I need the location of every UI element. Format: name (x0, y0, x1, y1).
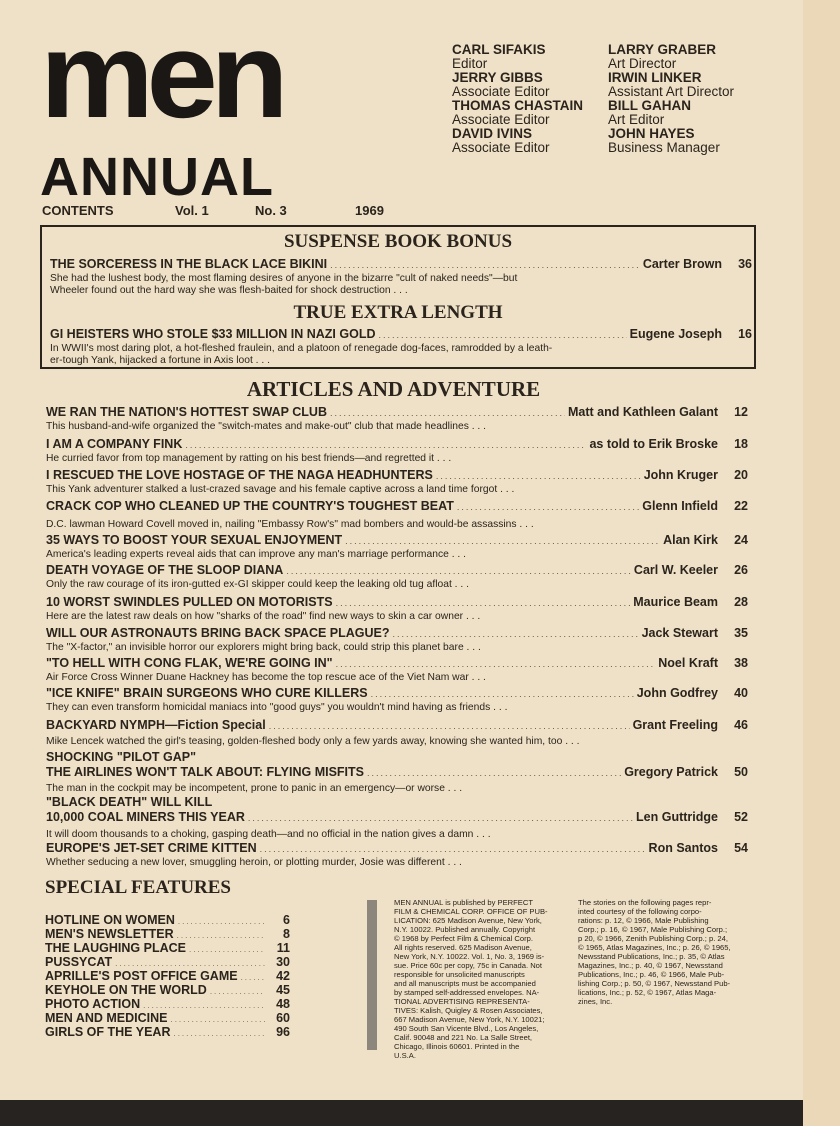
staff-entry (452, 71, 622, 99)
entry-title-pre: "BLACK DEATH" WILL KILL (46, 795, 213, 809)
staff-name: CARL SIFAKIS (452, 42, 546, 57)
fine-print-line: p 20, © 1966, Zenith Publishing Corp.; p. 24, (578, 934, 728, 943)
fine-print-line: lishing Corp.; p. 50, © 1967, Newsstand Pub- (578, 979, 731, 988)
article-entry (46, 686, 748, 714)
staff-name: JOHN HAYES (608, 126, 695, 141)
entry-description: America's leading experts reveal aids that can improve any man's marriage performance . . . (46, 549, 467, 560)
staff-list-right (608, 43, 778, 155)
entry-description: She had the lushest body, the most flaming desires of anyone in the bizarre "cult of naked needs"—but (50, 273, 518, 284)
fine-print-line: 490 South San Vicente Blvd., Los Angeles, (394, 1024, 539, 1033)
feature-entry (45, 1025, 290, 1041)
feature-title: PHOTO ACTION (45, 997, 141, 1011)
entry-title: WILL OUR ASTRONAUTS BRING BACK SPACE PLAGUE? (46, 626, 390, 640)
fine-print-line: Magazines, Inc.; p. 40, © 1967, Newsstand (578, 961, 723, 970)
article-entry (46, 533, 748, 561)
feature-title: APRILLE'S POST OFFICE GAME (45, 969, 238, 983)
entry-description: This husband-and-wife organized the "switch-mates and make-out" club that made headlines . . . (46, 421, 487, 432)
entry-description: In WWII's most daring plot, a hot-fleshed fraulein, and a platoon of renegade dog-faces, ramrodded by a leath- (50, 343, 553, 354)
fine-print-line: TIVES: Kalish, Quigley & Rosen Associates, (394, 1006, 543, 1015)
entry-page: 50 (734, 765, 748, 779)
fine-print-line: Newsstand Publications, Inc.; p. 35, © Atlas (578, 952, 725, 961)
staff-name: JERRY GIBBS (452, 70, 543, 85)
entry-title: 10,000 COAL MINERS THIS YEAR (46, 810, 245, 824)
feature-page: 11 (276, 941, 290, 955)
dot-leader (260, 842, 646, 857)
entry-page: 35 (734, 626, 748, 640)
entry-page: 20 (734, 468, 748, 482)
entry-author: Gregory Patrick (624, 765, 718, 779)
dot-leader (185, 438, 586, 453)
entry-author: Maurice Beam (633, 595, 718, 609)
entry-description: Here are the latest raw deals on how "sharks of the road" find new ways to skin a car owner . . . (46, 611, 481, 622)
article-entry-europe (46, 841, 748, 869)
entry-description: D.C. lawman Howard Covell moved in, nailing "Embassy Row's" mad bombers and would-be assassins . . . (46, 519, 534, 530)
entry-author: Carl W. Keeler (633, 563, 718, 577)
dot-leader (269, 719, 630, 734)
section-heading-special: SPECIAL FEATURES (45, 877, 232, 898)
fine-print-line: rations: p. 12, © 1966, Male Publishing (578, 916, 709, 925)
publication-info (394, 898, 564, 1060)
feature-page: 48 (276, 997, 290, 1011)
fine-print-line: inted courtesy of the following corpo- (578, 907, 702, 916)
section-heading-extra: TRUE EXTRA LENGTH (293, 302, 503, 323)
entry-page: 46 (734, 718, 748, 732)
article-entry (46, 626, 748, 654)
dot-leader (330, 258, 640, 273)
entry-title: I RESCUED THE LOVE HOSTAGE OF THE NAGA HEADHUNTERS (46, 468, 433, 482)
staff-entry (608, 99, 778, 127)
entry-title: THE AIRLINES WON'T TALK ABOUT: FLYING MISFITS (46, 765, 365, 779)
fine-print-line: MEN ANNUAL is published by PERFECT (394, 898, 533, 907)
feature-title: GIRLS OF THE YEAR (45, 1025, 171, 1039)
article-entry (46, 718, 748, 748)
staff-role: Business Manager (608, 140, 720, 155)
staff-entry (608, 43, 778, 71)
entry-author: Jack Stewart (641, 626, 718, 640)
feature-page: 8 (283, 927, 290, 941)
entry-author: as told to Erik Broske (589, 437, 718, 451)
entry-page: 22 (734, 499, 748, 513)
fine-print-line: and all manuscripts must be accompanied (394, 979, 536, 988)
staff-role: Associate Editor (452, 84, 550, 99)
entry-page: 40 (734, 686, 748, 700)
staff-role: Associate Editor (452, 140, 550, 155)
feature-page: 42 (276, 969, 290, 983)
entry-title: "TO HELL WITH CONG FLAK, WE'RE GOING IN" (46, 656, 333, 670)
entry-page: 18 (734, 437, 748, 451)
staff-role: Editor (452, 56, 488, 71)
page-edge (803, 0, 840, 1126)
dot-leader (286, 564, 631, 579)
entry-page: 12 (734, 405, 748, 419)
staff-entry (608, 127, 778, 155)
background-edge (0, 1100, 803, 1126)
entry-author: John Godfrey (636, 686, 718, 700)
staff-role: Art Director (608, 56, 677, 71)
entry-description: This Yank adventurer stalked a lust-crazed savage and his female captive across a land time forgot . . . (46, 484, 515, 495)
entry-author: Grant Freeling (632, 718, 718, 732)
article-entry-pilot (46, 750, 748, 795)
fine-print-line: 667 Madison Avenue, New York, N.Y. 10021; (394, 1015, 545, 1024)
entry-description: He curried favor from top management by ratting on his best friends—and regretted it . . . (46, 453, 452, 464)
staff-name: DAVID IVINS (452, 126, 533, 141)
section-heading-articles (0, 378, 803, 400)
dot-leader (379, 328, 627, 343)
dot-leader (367, 766, 621, 781)
entry-page: 24 (734, 533, 748, 547)
staff-list-left (452, 43, 622, 155)
dot-leader (336, 596, 631, 611)
feature-page: 45 (276, 983, 290, 997)
staff-entry (608, 71, 778, 99)
feature-page: 96 (276, 1025, 290, 1039)
entry-author: Glenn Infield (642, 499, 718, 513)
entry-author: Eugene Joseph (629, 327, 722, 341)
entry-author: Len Guttridge (636, 810, 718, 824)
staff-name: THOMAS CHASTAIN (452, 98, 583, 113)
dot-leader (393, 627, 639, 642)
staff-name: IRWIN LINKER (608, 70, 702, 85)
feature-page: 6 (283, 913, 290, 927)
fine-print-line: Corp.; p. 16, © 1967, Male Publishing Corp.; (578, 925, 728, 934)
dot-leader (336, 657, 656, 672)
entry-title: 35 WAYS TO BOOST YOUR SEXUAL ENJOYMENT (46, 533, 343, 547)
staff-entry (452, 99, 622, 127)
entry-title: DEATH VOYAGE OF THE SLOOP DIANA (46, 563, 284, 577)
feature-title: MEN AND MEDICINE (45, 1011, 168, 1025)
suspense-entry (50, 257, 752, 297)
masthead-logo-annual: ANNUAL (40, 147, 274, 207)
entry-title: "ICE KNIFE" BRAIN SURGEONS WHO CURE KILLERS (46, 686, 368, 700)
fine-print-line: LICATION: 625 Madison Avenue, New York, (394, 916, 542, 925)
entry-title: EUROPE'S JET-SET CRIME KITTEN (46, 841, 257, 855)
article-entry (46, 595, 748, 623)
entry-description: They can even transform homicidal maniacs into "good guys" you wouldn't mind having as friends . . . (46, 702, 508, 713)
article-entry (46, 437, 748, 465)
entry-description: Only the raw courage of its iron-gutted ex-GI skipper could keep the leaking old tug afloat . . . (46, 579, 469, 590)
staff-role: Associate Editor (452, 112, 550, 127)
staff-entry (452, 127, 622, 155)
entry-title: 10 WORST SWINDLES PULLED ON MOTORISTS (46, 595, 333, 609)
entry-title-pre: SHOCKING "PILOT GAP" (46, 750, 197, 764)
entry-page: 54 (734, 841, 748, 855)
entry-description: The "X-factor," an invisible horror our explorers might bring back, could strip this planet bare . . . (46, 642, 481, 653)
entry-description: Wheeler found out the hard way she was flesh-baited for shock destruction . . . (50, 285, 408, 296)
articles-heading-text: ARTICLES AND ADVENTURE (246, 377, 541, 401)
fine-print-line: U.S.A. (394, 1051, 416, 1060)
entry-page: 16 (738, 327, 752, 341)
entry-page: 36 (738, 257, 752, 271)
entry-author: Carter Brown (642, 257, 722, 271)
entry-author: Ron Santos (648, 841, 718, 855)
issue-year: 1969 (355, 203, 384, 218)
entry-author: Matt and Kathleen Galant (567, 405, 718, 419)
fine-print-line: All rights reserved. 625 Madison Avenue, (394, 943, 532, 952)
staff-name: BILL GAHAN (608, 98, 691, 113)
entry-description: The man in the cockpit may be incompetent, prone to panic in an emergency—or worse . . . (46, 783, 463, 794)
volume-label: Vol. 1 (175, 203, 209, 218)
entry-description: Mike Lencek watched the girl's teasing, golden-fleshed body only a few yards away, knowing she wanted him, too . . . (46, 736, 580, 747)
article-entry (46, 405, 748, 433)
dot-leader (173, 1027, 265, 1041)
fine-print-line: © 1965, Atlas Magazines, Inc.; p. 26, © 1965, (578, 943, 731, 952)
section-heading-suspense: SUSPENSE BOOK BONUS (283, 231, 513, 252)
entry-title: BACKYARD NYMPH—Fiction Special (46, 718, 266, 732)
dot-leader (345, 534, 660, 549)
fine-print-line: © 1968 by Perfect Film & Chemical Corp. (394, 934, 533, 943)
fine-print-line: Chicago, Illinois 60601. Printed in the (394, 1042, 520, 1051)
feature-title: KEYHOLE ON THE WORLD (45, 983, 207, 997)
entry-description: Whether seducing a new lover, smuggling heroin, or plotting murder, Josie was different . . . (46, 857, 462, 868)
fine-print-line: lications, Inc.; p. 52, © 1967, Atlas Maga- (578, 988, 717, 997)
fine-print-line: by stamped self-addressed envelopes. NA- (394, 988, 540, 997)
dot-leader (436, 469, 641, 484)
contents-label: CONTENTS (42, 203, 114, 218)
article-entry (46, 656, 748, 684)
entry-page: 26 (734, 563, 748, 577)
dot-leader (330, 406, 565, 421)
entry-author: Noel Kraft (658, 656, 718, 670)
feature-page: 60 (276, 1011, 290, 1025)
fine-print-line: responsible for unsolicited manuscripts (394, 970, 525, 979)
entry-author: John Kruger (643, 468, 718, 482)
extra-entry (50, 327, 752, 367)
entry-title: GI HEISTERS WHO STOLE $33 MILLION IN NAZI GOLD (50, 327, 376, 341)
article-entry-black-death (46, 795, 748, 841)
dot-leader (457, 500, 639, 515)
fine-print-line: New York, N.Y. 10022. Vol. 1, No. 3, 1969 is- (394, 952, 545, 961)
entry-title: CRACK COP WHO CLEANED UP THE COUNTRY'S TOUGHEST BEAT (46, 499, 454, 513)
masthead-logo-men: men (40, 7, 282, 143)
staff-role: Assistant Art Director (608, 84, 735, 99)
dot-leader (371, 687, 634, 702)
entry-page: 38 (734, 656, 748, 670)
feature-title: HOTLINE ON WOMEN (45, 913, 175, 927)
staff-role: Art Editor (608, 112, 665, 127)
feature-title: PUSSYCAT (45, 955, 113, 969)
article-entry (46, 468, 748, 496)
staff-name: LARRY GRABER (608, 42, 717, 57)
fine-print-line: TIONAL ADVERTISING REPRESENTA- (394, 997, 530, 1006)
entry-page: 28 (734, 595, 748, 609)
entry-title: I AM A COMPANY FINK (46, 437, 183, 451)
entry-description: er-tough Yank, hijacked a fortune in Axis loot . . . (50, 355, 270, 366)
article-entry (46, 499, 748, 531)
fine-print-line: The stories on the following pages repr- (578, 898, 712, 907)
fine-print-line: N.Y. 10022. Published annually. Copyright (394, 925, 536, 934)
entry-description: It will doom thousands to a choking, gasping death—and no official in the nation gives a damn . . . (46, 829, 491, 840)
reprint-credits (578, 898, 768, 1006)
entry-title: WE RAN THE NATION'S HOTTEST SWAP CLUB (46, 405, 327, 419)
bonus-box (40, 225, 756, 369)
entry-description: Air Force Cross Winner Duane Hackney has become the top rescue ace of the Viet Nam war . . . (46, 672, 486, 683)
feature-title: THE LAUGHING PLACE (45, 941, 186, 955)
dot-leader (248, 811, 633, 826)
article-entry (46, 563, 748, 591)
fine-print-line: FILM & CHEMICAL CORP. OFFICE OF PUB- (394, 907, 548, 916)
feature-title: MEN'S NEWSLETTER (45, 927, 174, 941)
fine-print-line: Publications, Inc.; p. 46, © 1966, Male Pub- (578, 970, 725, 979)
issue-number: No. 3 (255, 203, 287, 218)
feature-page: 30 (276, 955, 290, 969)
fine-print-line: sue. Price 60c per copy, 75c in Canada. Not (394, 961, 543, 970)
entry-title: THE SORCERESS IN THE BLACK LACE BIKINI (50, 257, 328, 271)
fine-print-line: Calif. 90048 and 221 No. La Salle Street, (394, 1033, 533, 1042)
fine-print-line: zines, Inc. (578, 997, 613, 1006)
staff-entry (452, 43, 622, 71)
decorative-gray-bar (367, 900, 377, 1050)
entry-page: 52 (734, 810, 748, 824)
entry-author: Alan Kirk (663, 533, 718, 547)
